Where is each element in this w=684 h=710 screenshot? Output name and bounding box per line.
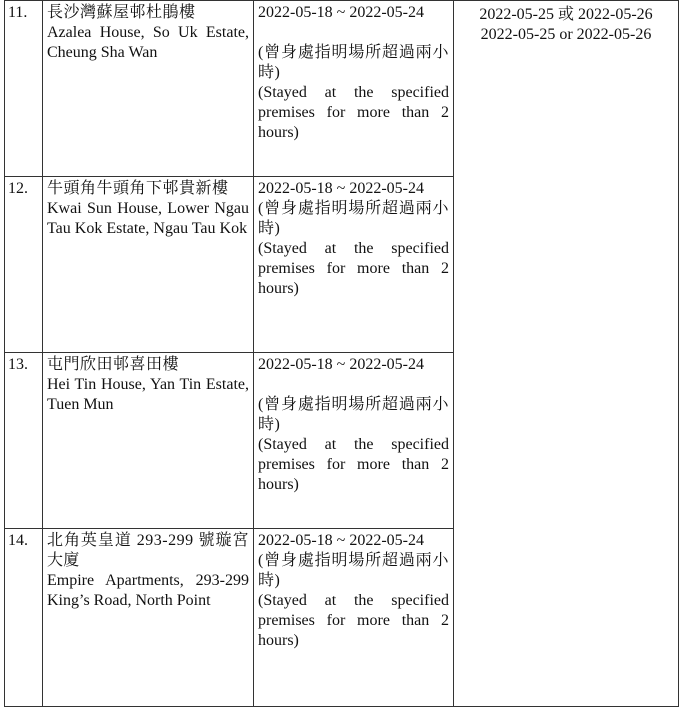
stay-note-zh: (曾身處指明場所超過兩小時): [258, 200, 449, 237]
stay-note-en: (Stayed at the specified premises for more than 2 hours): [258, 592, 449, 649]
stay-note-en: (Stayed at the specified premises for more than 2 hours): [258, 436, 449, 493]
row-number: 14.: [5, 529, 43, 707]
date-range: 2022-05-18 ~ 2022-05-24: [258, 180, 424, 197]
date-cell: [254, 529, 454, 707]
stay-note-zh: (曾身處指明場所超過兩小時): [258, 44, 449, 81]
test-dates-cell: [454, 1, 679, 707]
stay-note-zh: (曾身處指明場所超過兩小時): [258, 552, 449, 589]
date-range: 2022-05-18 ~ 2022-05-24: [258, 532, 424, 549]
location-cell: [43, 177, 254, 353]
stay-note-zh: (曾身處指明場所超過兩小時): [258, 396, 449, 433]
date-cell: [254, 353, 454, 529]
location-name-zh: 屯門欣田邨喜田樓: [47, 356, 180, 373]
location-cell: [43, 353, 254, 529]
location-name-en: Empire Apartments, 293-299 King’s Road, North Point: [47, 572, 249, 609]
location-cell: [43, 529, 254, 707]
stay-note-en: (Stayed at the specified premises for more than 2 hours): [258, 84, 449, 141]
date-range: 2022-05-18 ~ 2022-05-24: [258, 4, 424, 21]
row-number: 13.: [5, 353, 43, 529]
premises-table: [4, 0, 679, 707]
table-row: [5, 1, 679, 177]
location-name-zh: 北角英皇道 293-299 號璇宮大廈: [47, 532, 249, 569]
row-number: 12.: [5, 177, 43, 353]
date-cell: [254, 177, 454, 353]
date-range: 2022-05-18 ~ 2022-05-24: [258, 356, 424, 373]
date-cell: [254, 1, 454, 177]
location-name-en: Kwai Sun House, Lower Ngau Tau Kok Estate, Ngau Tau Kok: [47, 200, 249, 237]
location-name-zh: 長沙灣蘇屋邨杜鵑樓: [47, 4, 196, 21]
test-dates-zh: 2022-05-25 或 2022-05-26: [479, 6, 653, 23]
stay-note-en: (Stayed at the specified premises for more than 2 hours): [258, 240, 449, 297]
row-number: 11.: [5, 1, 43, 177]
location-cell: [43, 1, 254, 177]
location-name-en: Azalea House, So Uk Estate, Cheung Sha Wan: [47, 24, 249, 61]
location-name-zh: 牛頭角牛頭角下邨貴新樓: [47, 180, 229, 197]
location-name-en: Hei Tin House, Yan Tin Estate, Tuen Mun: [47, 376, 249, 413]
test-dates-en: 2022-05-25 or 2022-05-26: [480, 26, 652, 43]
